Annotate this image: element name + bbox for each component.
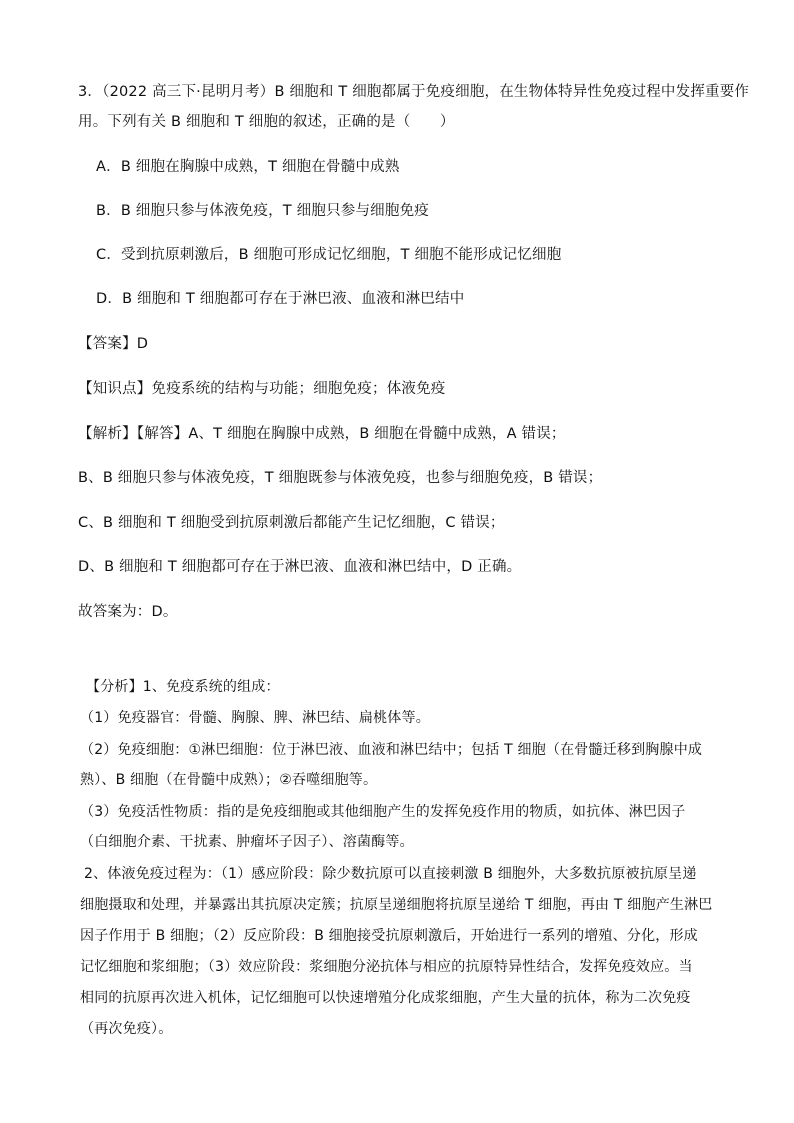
knowledge-point: 【知识点】免疫系统的结构与功能；细胞免疫；体液免疫: [78, 381, 446, 397]
analysis-heading: 【分析】1、免疫系统的组成：: [86, 679, 280, 695]
question-stem-line-2: 用。下列有关 B 细胞和 T 细胞的叙述，正确的是（ ）: [78, 114, 455, 130]
solution-line-2: B、B 细胞只参与体液免疫，T 细胞既参与体液免疫，也参与细胞免疫，B 错误；: [78, 470, 603, 486]
analysis-line-3: 熟）、B 细胞（在骨髓中成熟）；②吞噬细胞等。: [80, 772, 378, 788]
question-stem-line-1: 3．（2022 高三下·昆明月考）B 细胞和 T 细胞都属于免疫细胞，在生物体特异性免疫过程中发挥重要作: [78, 84, 750, 100]
answer: 【答案】D: [78, 336, 149, 352]
solution-line-3: C、B 细胞和 T 细胞受到抗原刺激后都能产生记忆细胞，C 错误；: [78, 515, 505, 531]
option-b: B．B 细胞只参与体液免疫，T 细胞只参与细胞免疫: [96, 203, 429, 219]
solution-final-answer: 故答案为：D。: [78, 604, 178, 620]
option-a: A．B 细胞在胸腺中成熟，T 细胞在骨髓中成熟: [96, 159, 400, 175]
analysis-line-8: 因子作用于 B 细胞；（2）反应阶段：B 细胞接受抗原刺激后，开始进行一系列的增殖、分化，形成: [80, 928, 698, 944]
analysis-line-11: （再次免疫）。: [80, 1021, 173, 1037]
analysis-line-9: 记忆细胞和浆细胞；（3）效应阶段：浆细胞分泌抗体与相应的抗原特异性结合，发挥免疫效应。当: [80, 959, 693, 975]
option-d: D．B 细胞和 T 细胞都可存在于淋巴液、血液和淋巴结中: [96, 291, 465, 307]
analysis-line-2: （2）免疫细胞：①淋巴细胞：位于淋巴液、血液和淋巴结中；包括 T 细胞（在骨髓迁移到胸腺中成: [80, 742, 703, 758]
option-c: C．受到抗原刺激后，B 细胞可形成记忆细胞，T 细胞不能形成记忆细胞: [96, 247, 562, 263]
analysis-line-7: 细胞摄取和处理，并暴露出其抗原决定簇；抗原呈递细胞将抗原呈递给 T 细胞，再由 T 细胞产生淋巴: [80, 897, 713, 913]
analysis-line-5: （白细胞介素、干扰素、肿瘤坏子因子）、溶菌酶等。: [80, 834, 414, 850]
analysis-line-10: 相同的抗原再次进入机体，记忆细胞可以快速增殖分化成浆细胞，产生大量的抗体，称为二次免疫: [80, 990, 691, 1006]
analysis-line-1: （1）免疫器官：骨髓、胸腺、脾、淋巴结、扁桃体等。: [80, 710, 430, 726]
solution-line-1: 【解析】【解答】A、T 细胞在胸腺中成熟，B 细胞在骨髓中成熟，A 错误；: [78, 426, 566, 442]
analysis-line-4: （3）免疫活性物质：指的是免疫细胞或其他细胞产生的发挥免疫作用的物质，如抗体、淋巴因子: [80, 804, 686, 820]
analysis-line-6: 2、体液免疫过程为：（1）感应阶段：除少数抗原可以直接刺激 B 细胞外，大多数抗原被抗原呈递: [84, 866, 697, 882]
solution-line-4: D、B 细胞和 T 细胞都可存在于淋巴液、血液和淋巴结中，D 正确。: [78, 559, 522, 575]
